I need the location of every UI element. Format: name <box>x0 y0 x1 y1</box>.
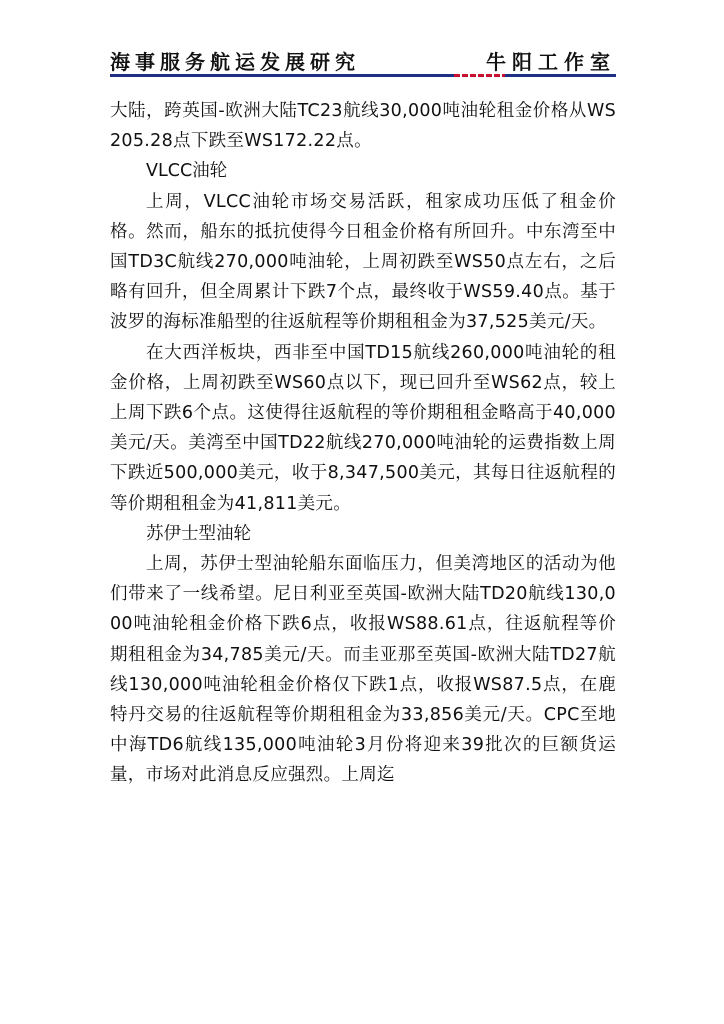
section-heading-suezmax: 苏伊士型油轮 <box>146 523 251 544</box>
divider-red-segment <box>454 74 505 77</box>
document-body <box>110 96 616 791</box>
header-divider <box>110 74 616 77</box>
header-studio-name: 牛阳工作室 <box>486 50 616 74</box>
divider-blue-segment <box>110 74 454 77</box>
paragraph-vlcc-atlantic: 在大西洋板块，西非至中国TD15航线260,000吨油轮的租金价格，上周初跌至WS60点以下，现已回升至WS62点，较上上周下跌6个点。这使得往返航程的等价期租租金略高于40,000美元/天。美湾至中国TD22航线270,000吨油轮的运费指数上周下跌近500,000美元，收于8,347,500美元，其每日往返航程的等价期租租金为41,811美元。 <box>110 342 616 514</box>
paragraph-suezmax: 上周，苏伊士型油轮船东面临压力，但美湾地区的活动为他们带来了一线希望。尼日利亚至英国-欧洲大陆TD20航线130,000吨油轮租金价格下跌6点，收报WS88.61点，往返航程等价期租租金为34,785美元/天。而圭亚那至英国-欧洲大陆TD27航线130,000吨油轮租金价格仅下跌1点，收报WS87.5点，在鹿特丹交易的往返航程等价期租租金为33,856美元/天。CPC至地中海TD6航线135,000吨油轮3月份将迎来39批次的巨额货运量，市场对此消息反应强烈。上周迄 <box>110 554 616 786</box>
section-heading-vlcc: VLCC油轮 <box>146 161 228 182</box>
paragraph-continuation: 大陆，跨英国-欧洲大陆TC23航线30,000吨油轮租金价格从WS205.28点下跌至WS172.22点。 <box>110 101 616 152</box>
divider-blue-segment-right <box>505 74 616 77</box>
paragraph-vlcc-middle-east: 上周，VLCC油轮市场交易活跃，租家成功压低了租金价格。然而，船东的抵抗使得今日租金价格有所回升。中东湾至中国TD3C航线270,000吨油轮，上周初跌至WS50点左右，之后略有回升，但全周累计下跌7个点，最终收于WS59.40点。基于波罗的海标准船型的往返航程等价期租租金为37,525美元/天。 <box>110 191 616 333</box>
header-title: 海事服务航运发展研究 <box>110 50 360 74</box>
